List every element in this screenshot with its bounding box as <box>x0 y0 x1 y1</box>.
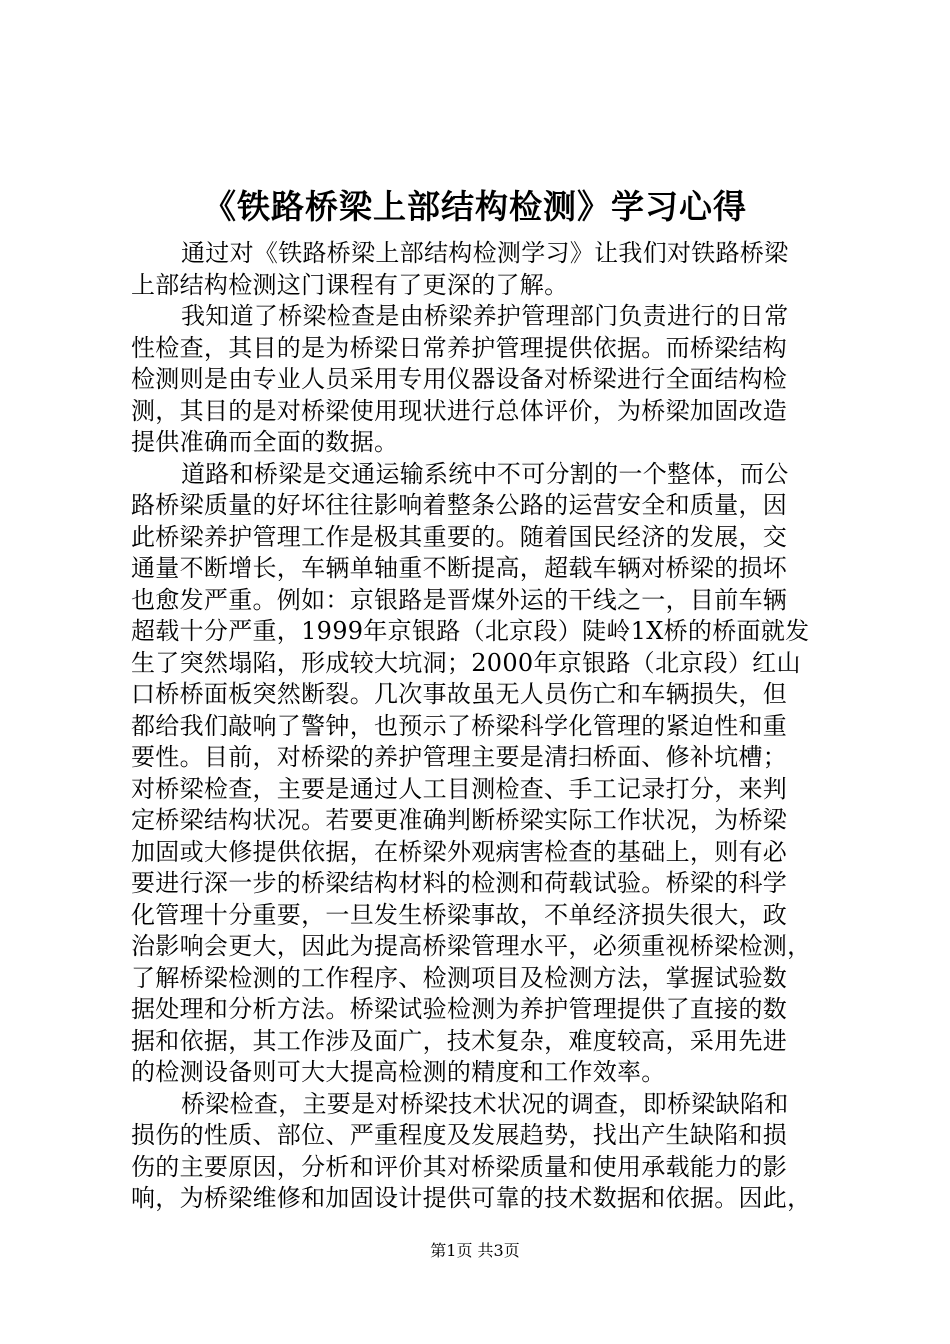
text-line: 性检查，其目的是为桥梁日常养护管理提供依据。而桥梁结构 <box>131 333 788 362</box>
text-line: 损伤的性质、部位、严重程度及发展趋势，找出产生缺陷和损 <box>131 1121 788 1149</box>
document-body <box>131 238 831 1215</box>
text-line: 定桥梁结构状况。若要更准确判断桥梁实际工作状况，为桥梁 <box>131 806 788 834</box>
text-line: 通量不断增长，车辆单轴重不断提高，超载车辆对桥梁的损坏 <box>131 554 788 582</box>
text-line: 治影响会更大，因此为提高桥梁管理水平，必须重视桥梁检测， <box>131 932 812 960</box>
text-line: 要进行深一步的桥梁结构材料的检测和荷载试验。桥梁的科学 <box>131 869 788 897</box>
text-line: 桥梁检查，主要是对桥梁技术状况的调查，即桥梁缺陷和 <box>181 1089 789 1118</box>
text-line: 口桥桥面板突然断裂。几次事故虽无人员伤亡和车辆损失，但 <box>131 680 788 708</box>
paragraph <box>131 459 831 1089</box>
text-line: 加固或大修提供依据，在桥梁外观病害检查的基础上，则有必 <box>131 837 788 866</box>
text-line: 我知道了桥梁检查是由桥梁养护管理部门负责进行的日常 <box>181 302 789 330</box>
text-line: 超载十分严重，1999年京银路（北京段）陡岭1X桥的桥面就发 <box>131 617 810 645</box>
text-line: 提供准确而全面的数据。 <box>131 428 399 456</box>
text-line: 的检测设备则可大大提高检测的精度和工作效率。 <box>131 1058 666 1086</box>
text-line: 都给我们敲响了警钟，也预示了桥梁科学化管理的紧迫性和重 <box>131 711 788 740</box>
text-line: 路桥梁质量的好坏往往影响着整条公路的运营安全和质量，因 <box>131 491 788 519</box>
document-title: 《铁路桥梁上部结构检测》学习心得 <box>203 187 747 226</box>
text-line: 对桥梁检查，主要是通过人工目测检查、手工记录打分，来判 <box>131 774 788 803</box>
text-line: 生了突然塌陷，形成较大坑洞；2000年京银路（北京段）红山 <box>131 648 801 677</box>
paragraph <box>131 301 831 459</box>
text-line: 测，其目的是对桥梁使用现状进行总体评价，为桥梁加固改造 <box>131 396 788 425</box>
text-line: 上部结构检测这门课程有了更深的了解。 <box>131 270 569 299</box>
text-line: 要性。目前，对桥梁的养护管理主要是清扫桥面、修补坑槽； <box>131 743 788 771</box>
text-line: 响，为桥梁维修和加固设计提供可靠的技术数据和依据。因此， <box>131 1184 812 1212</box>
text-line: 检测则是由专业人员采用专用仪器设备对桥梁进行全面结构检 <box>131 365 788 393</box>
text-line: 此桥梁养护管理工作是极其重要的。随着国民经济的发展，交 <box>131 522 788 551</box>
text-line: 化管理十分重要，一旦发生桥梁事故，不单经济损失很大，政 <box>131 900 788 929</box>
text-line: 伤的主要原因，分析和评价其对桥梁质量和使用承载能力的影 <box>131 1152 788 1181</box>
page-number-footer: 第1页 共3页 <box>430 1241 520 1260</box>
text-line: 据和依据，其工作涉及面广，技术复杂，难度较高，采用先进 <box>131 1026 788 1055</box>
paragraph <box>131 1089 831 1215</box>
text-line: 通过对《铁路桥梁上部结构检测学习》让我们对铁路桥梁 <box>181 239 789 267</box>
text-line: 道路和桥梁是交通运输系统中不可分割的一个整体，而公 <box>181 459 789 488</box>
text-line: 据处理和分析方法。桥梁试验检测为养护管理提供了直接的数 <box>131 995 788 1023</box>
text-line: 了解桥梁检测的工作程序、检测项目及检测方法，掌握试验数 <box>131 963 788 992</box>
paragraph <box>131 238 831 301</box>
text-line: 也愈发严重。例如：京银路是晋煤外运的干线之一，目前车辆 <box>131 585 788 614</box>
